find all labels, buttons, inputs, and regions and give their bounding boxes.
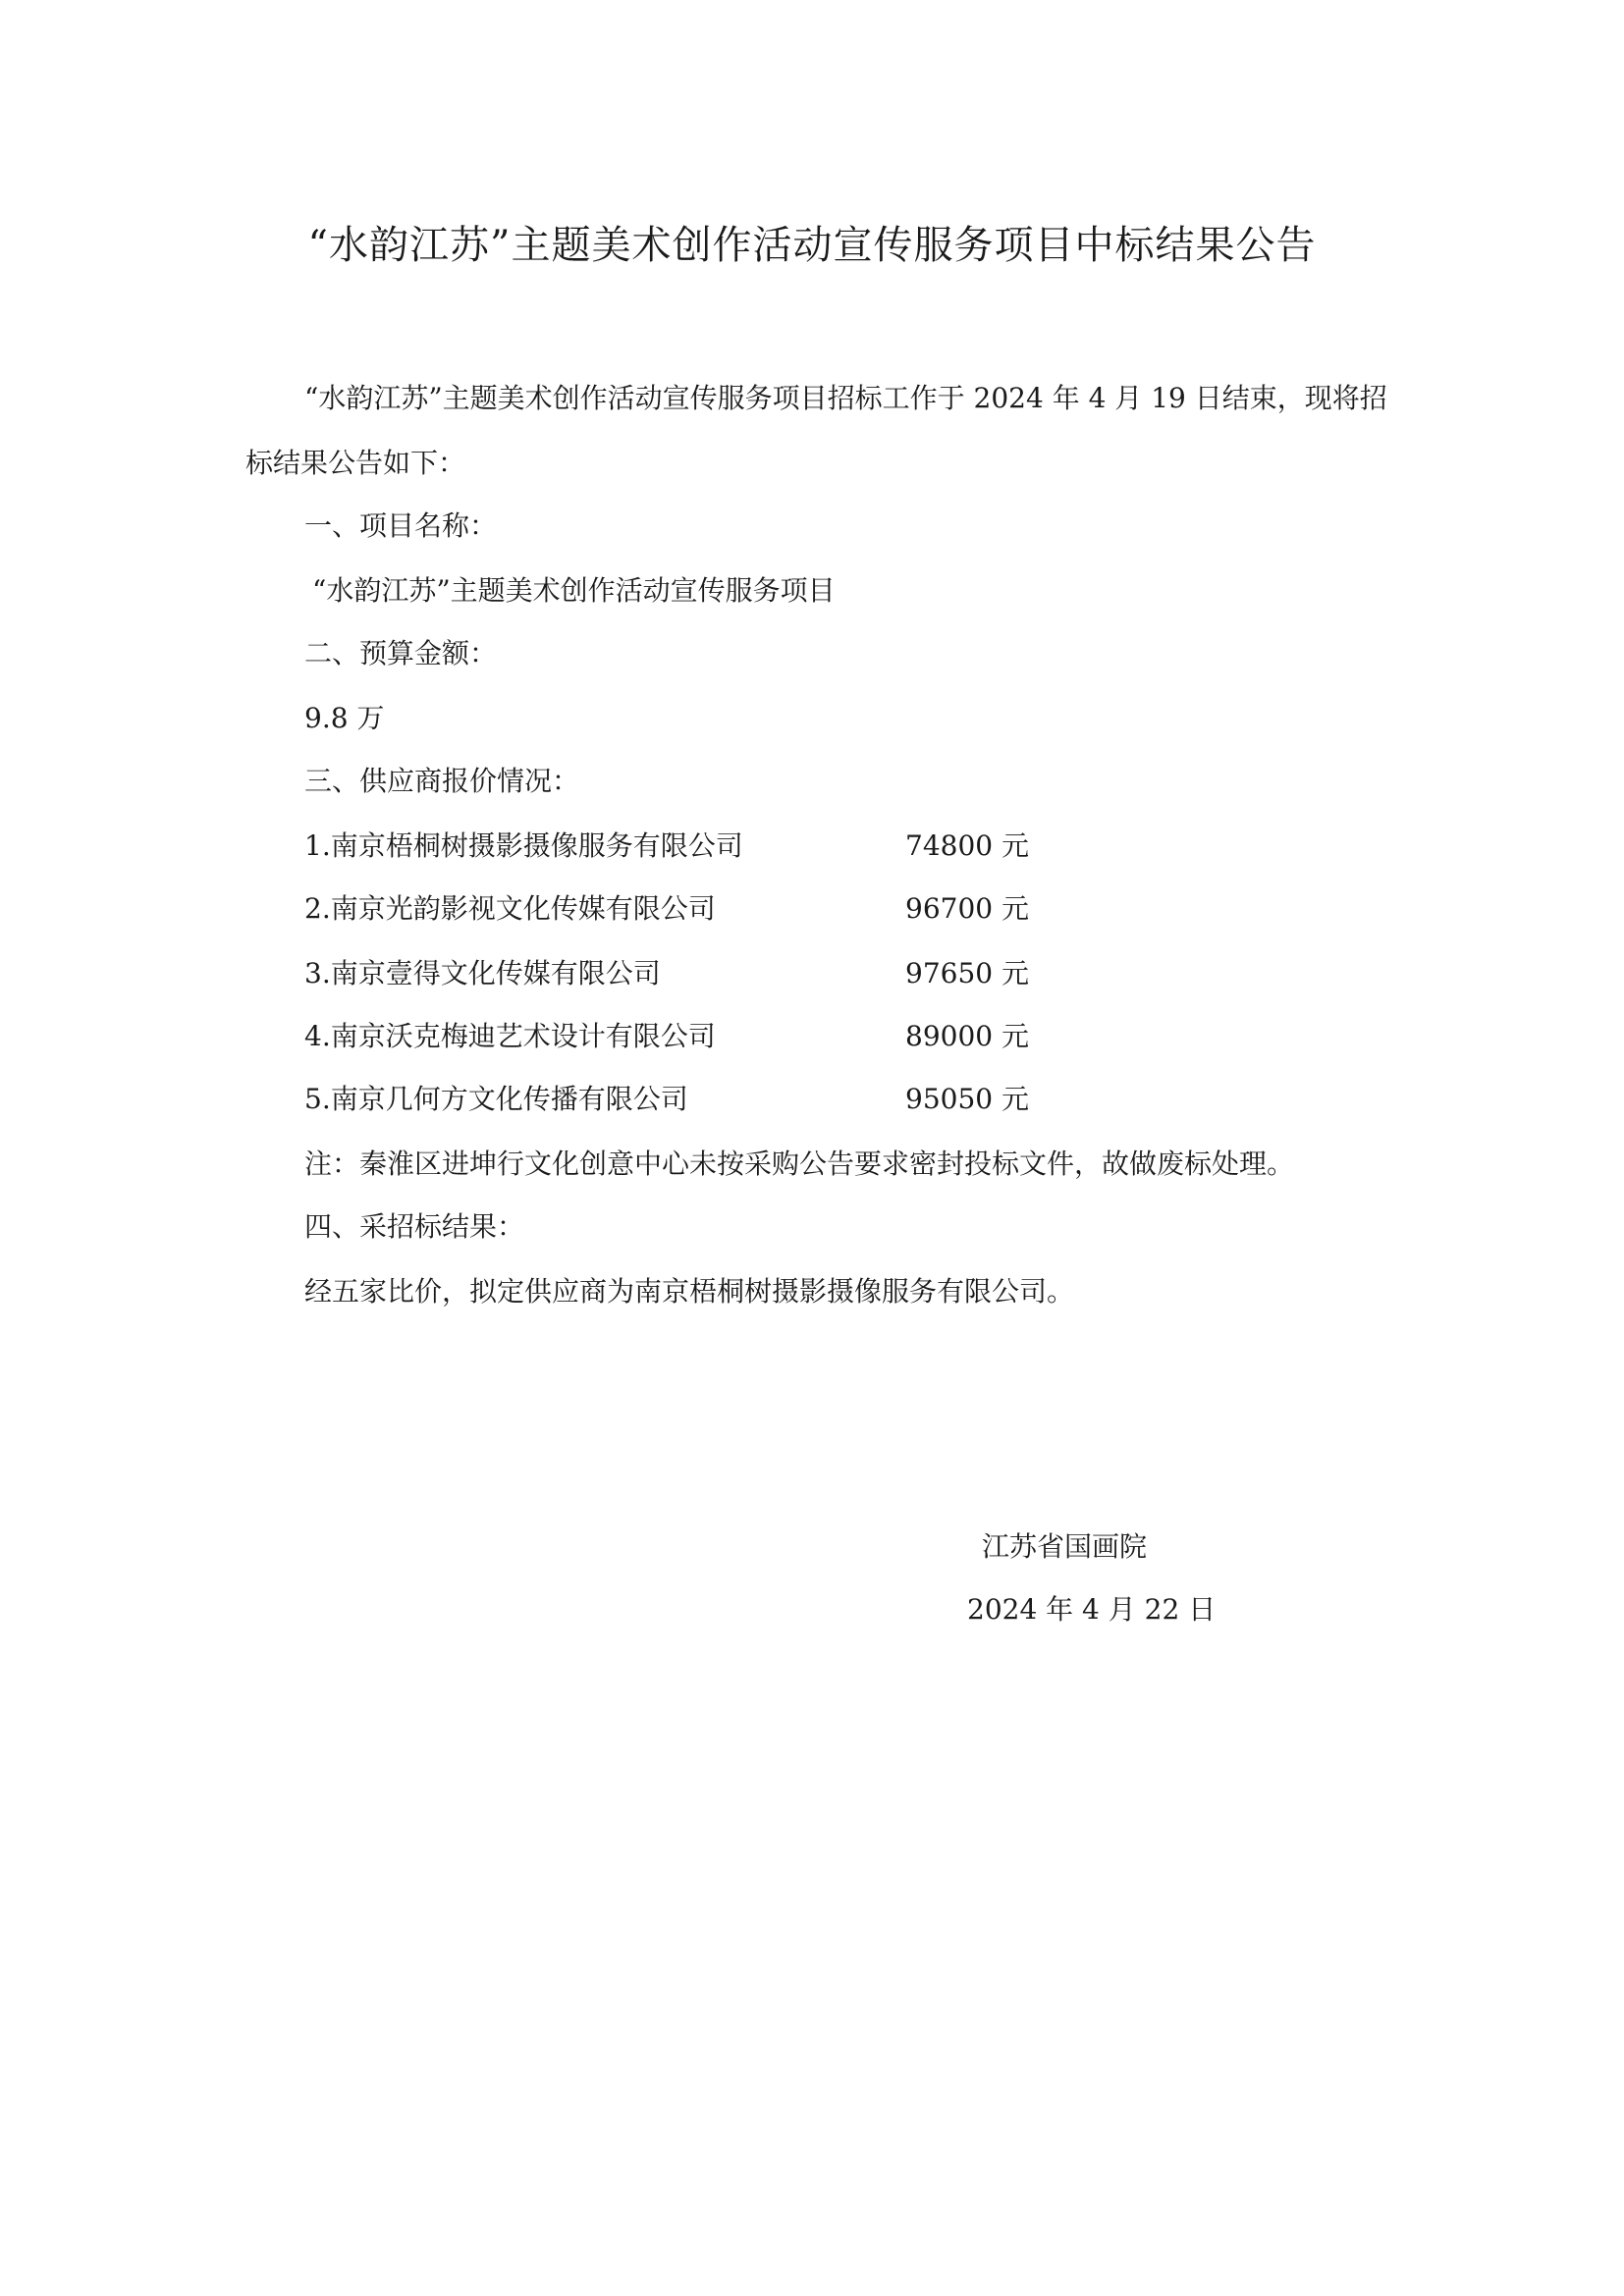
- bid-vendor: 5.南京几何方文化传播有限公司: [304, 1083, 688, 1115]
- intro-line-1: “水韵江苏”主题美术创作活动宣传服务项目招标工作于 2024 年 4 月 19 日结束，现将招: [304, 382, 1387, 414]
- bid-price: 89000 元: [905, 1020, 1029, 1052]
- project-name-value: “水韵江苏”主题美术创作活动宣传服务项目: [312, 574, 836, 607]
- section-heading-bids: 三、供应商报价情况：: [304, 765, 580, 797]
- signature-date: 2024 年 4 月 22 日: [967, 1593, 1217, 1626]
- bid-price: 97650 元: [905, 957, 1029, 989]
- section-heading-budget: 二、预算金额：: [304, 637, 498, 669]
- bid-row: [304, 1017, 1188, 1056]
- section-heading-result: 四、采招标结果：: [304, 1210, 525, 1243]
- bid-row: [304, 1080, 1188, 1119]
- bid-row: [304, 889, 1188, 929]
- disqualification-note: 注：秦淮区进坤行文化创意中心未按采购公告要求密封投标文件，故做废标处理。: [304, 1148, 1295, 1180]
- bid-price: 96700 元: [905, 892, 1029, 925]
- bid-vendor: 2.南京光韵影视文化传媒有限公司: [304, 892, 716, 925]
- bid-row: [304, 954, 1188, 993]
- bid-price: 74800 元: [905, 829, 1029, 862]
- bid-price: 95050 元: [905, 1083, 1029, 1115]
- page-title: “水韵江苏”主题美术创作活动宣传服务项目中标结果公告: [307, 223, 1317, 268]
- section-heading-project-name: 一、项目名称：: [304, 509, 498, 542]
- bid-vendor: 1.南京梧桐树摄影摄像服务有限公司: [304, 829, 743, 862]
- bid-row: [304, 827, 1188, 866]
- signature-organization: 江苏省国画院: [982, 1530, 1148, 1563]
- bid-vendor: 4.南京沃克梅迪艺术设计有限公司: [304, 1020, 716, 1052]
- result-value: 经五家比价，拟定供应商为南京梧桐树摄影摄像服务有限公司。: [304, 1275, 1075, 1308]
- bid-vendor: 3.南京壹得文化传媒有限公司: [304, 957, 661, 989]
- budget-value: 9.8 万: [304, 702, 385, 734]
- intro-line-2: 标结果公告如下：: [245, 447, 466, 479]
